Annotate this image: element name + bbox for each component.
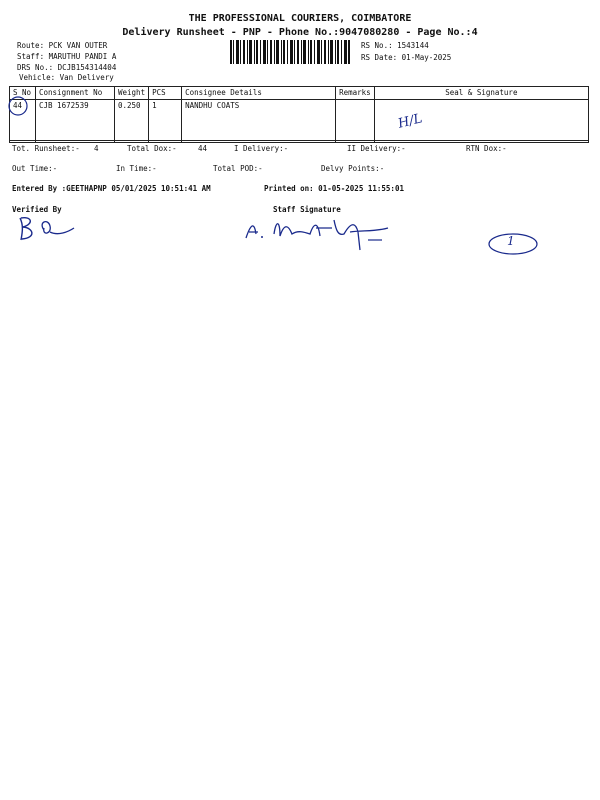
company-title: THE PROFESSIONAL COURIERS, COIMBATORE xyxy=(188,13,412,24)
page-number-mark: 1 xyxy=(507,234,515,248)
col-header-sno: S No xyxy=(10,87,36,100)
rs-number: RS No.: 1543144 xyxy=(361,41,429,50)
runsheet-subtitle: Delivery Runsheet - PNP - Phone No.:9047080280 - Page No.:4 xyxy=(122,27,478,38)
staff-signature-label: Staff Signature xyxy=(273,205,341,214)
delvy-points-label: Delvy Points:- xyxy=(321,164,385,173)
cell-consignment: CJB 1672539 xyxy=(36,100,115,143)
in-time-label: In Time:- xyxy=(116,164,157,173)
col-header-seal: Seal & Signature xyxy=(374,87,588,100)
cell-pcs: 1 xyxy=(149,100,182,143)
total-dox-value: 44 xyxy=(198,144,208,153)
i-delivery-label: I Delivery:- xyxy=(234,144,289,153)
total-pod-label: Total POD:- xyxy=(213,164,263,173)
drs-number: DRS No.: DCJB154314404 xyxy=(17,63,117,72)
sno-circle-mark xyxy=(6,94,30,118)
table-row xyxy=(10,100,589,143)
out-time-label: Out Time:- xyxy=(12,164,58,173)
entered-by: Entered By :GEETHAPNP 05/01/2025 10:51:41 AM xyxy=(12,184,211,193)
total-dox-label: Total Dox:- xyxy=(127,144,177,153)
cell-weight: 0.250 xyxy=(115,100,149,143)
barcode xyxy=(230,40,350,64)
divider xyxy=(9,140,589,141)
route-label: Route: PCK VAN OUTER xyxy=(17,41,108,50)
staff-signature xyxy=(240,210,400,260)
printed-on: Printed on: 01-05-2025 11:55:01 xyxy=(264,184,404,193)
cell-remarks xyxy=(336,100,375,143)
staff-label: Staff: MARUTHU PANDI A xyxy=(17,52,117,61)
verified-by-label: Verified By xyxy=(12,205,62,214)
vehicle-label: Vehicle: Van Delivery xyxy=(19,73,114,82)
runsheet-table xyxy=(9,86,589,143)
ii-delivery-label: II Delivery:- xyxy=(347,144,406,153)
seal-handwritten-mark: H/L xyxy=(396,111,424,132)
table-header-row xyxy=(10,87,589,100)
cell-consignee: NANDHU COATS xyxy=(182,100,336,143)
col-header-remarks: Remarks xyxy=(336,87,375,100)
tot-runsheet-value: 4 xyxy=(94,144,99,153)
tot-runsheet-label: Tot. Runsheet:- xyxy=(12,144,80,153)
rtn-dox-label: RTN Dox:- xyxy=(466,144,507,153)
col-header-consignment: Consignment No xyxy=(36,87,115,100)
col-header-pcs: PCS xyxy=(149,87,182,100)
rs-date: RS Date: 01-May-2025 xyxy=(361,53,452,62)
verified-signature xyxy=(14,212,84,246)
cell-sno: 44 xyxy=(10,100,36,143)
col-header-consignee: Consignee Details xyxy=(182,87,336,100)
col-header-weight: Weight xyxy=(115,87,149,100)
